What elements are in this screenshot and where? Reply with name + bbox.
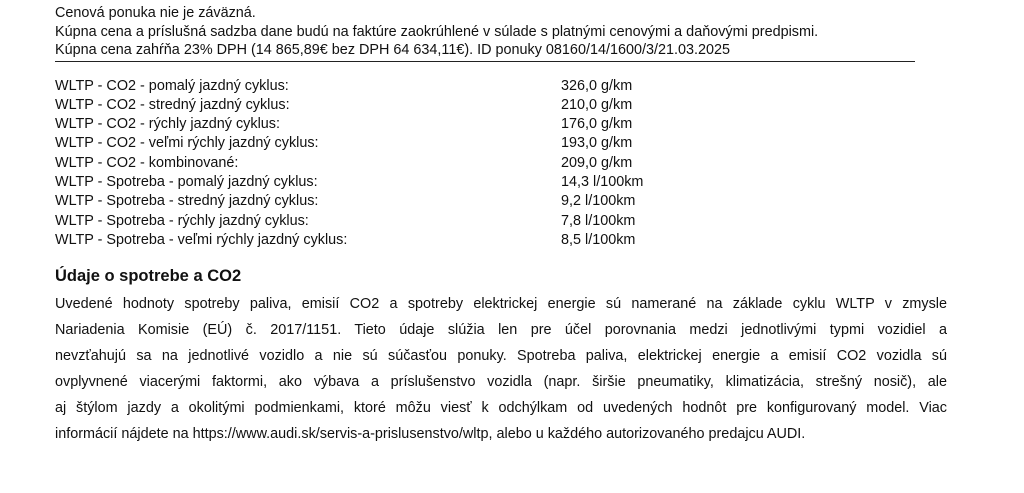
wltp-row xyxy=(55,212,915,231)
wltp-label: WLTP - Spotreba - veľmi rýchly jazdný cyklus: xyxy=(55,231,348,248)
consumption-section-title: Údaje o spotrebe a CO2 xyxy=(55,267,242,286)
wltp-row xyxy=(55,96,915,115)
wltp-value: 14,3 l/100km xyxy=(561,173,644,190)
paragraph-line: nevzťahujú sa na jednotlivé vozidlo a nie sú súčasťou ponuky. Spotreba paliva, elektrickej energie a emisií CO2 vozidla sú xyxy=(55,348,947,365)
paragraph-line: Nariadenia Komisie (EÚ) č. 2017/1151. Tieto údaje slúžia len pre účel porovnania medzi jednotlivými typmi vozidiel a xyxy=(55,322,947,339)
wltp-value: 7,8 l/100km xyxy=(561,212,636,229)
wltp-row xyxy=(55,77,915,96)
wltp-value: 9,2 l/100km xyxy=(561,193,636,210)
wltp-label: WLTP - CO2 - stredný jazdný cyklus: xyxy=(55,96,290,113)
wltp-label: WLTP - Spotreba - rýchly jazdný cyklus: xyxy=(55,212,309,229)
notice-line-rounding: Kúpna cena a príslušná sadzba dane budú na faktúre zaokrúhlené v súlade s platnými cenovými a daňovými predpismi. xyxy=(55,23,819,40)
paragraph-line: Uvedené hodnoty spotreby paliva, emisií CO2 a spotreby elektrickej energie sú namerané na základe cyklu WLTP v zmysle xyxy=(55,296,947,313)
wltp-value: 193,0 g/km xyxy=(561,135,633,152)
paragraph-line: aj štýlom jazdy a okolitými podmienkami, ktoré môžu viesť k odchýlkam od uvedených hodnôt pre konfigurovaný model. Viac xyxy=(55,400,947,417)
wltp-row xyxy=(55,134,915,153)
wltp-values-table xyxy=(55,77,915,251)
wltp-row xyxy=(55,115,915,134)
notice-line-vat-and-offer-id: Kúpna cena zahŕňa 23% DPH (14 865,89€ bez DPH 64 634,11€). ID ponuky 08160/14/1600/3/21.03.2025 xyxy=(55,42,730,58)
price-notice xyxy=(55,4,915,60)
paragraph-line: informácií nájdete na https://www.audi.sk/servis-a-prislusenstvo/wltp, alebo u každého autorizovaného predajcu AUDI. xyxy=(55,426,806,443)
wltp-row xyxy=(55,231,915,250)
wltp-label: WLTP - CO2 - rýchly jazdný cyklus: xyxy=(55,116,280,133)
wltp-value: 209,0 g/km xyxy=(561,154,633,171)
wltp-row xyxy=(55,173,915,192)
notice-line-non-binding: Cenová ponuka nie je záväzná. xyxy=(55,5,256,21)
section-divider xyxy=(55,61,915,62)
wltp-value: 326,0 g/km xyxy=(561,77,633,94)
wltp-label: WLTP - CO2 - veľmi rýchly jazdný cyklus: xyxy=(55,135,319,152)
document-page xyxy=(55,4,947,447)
wltp-value: 210,0 g/km xyxy=(561,96,633,113)
wltp-row xyxy=(55,192,915,211)
wltp-label: WLTP - Spotreba - pomalý jazdný cyklus: xyxy=(55,173,318,190)
wltp-label: WLTP - CO2 - pomalý jazdný cyklus: xyxy=(55,77,289,94)
wltp-label: WLTP - CO2 - kombinované: xyxy=(55,154,239,171)
consumption-section-body xyxy=(55,291,947,447)
paragraph-line: ovplyvnené viacerými faktormi, ako výbava a príslušenstvo vozidla (napr. širšie pneumatiky, klimatizácia, strešný nosič), ale xyxy=(55,374,947,391)
wltp-value: 8,5 l/100km xyxy=(561,231,636,248)
wltp-value: 176,0 g/km xyxy=(561,116,633,133)
wltp-row xyxy=(55,154,915,173)
wltp-label: WLTP - Spotreba - stredný jazdný cyklus: xyxy=(55,193,319,210)
